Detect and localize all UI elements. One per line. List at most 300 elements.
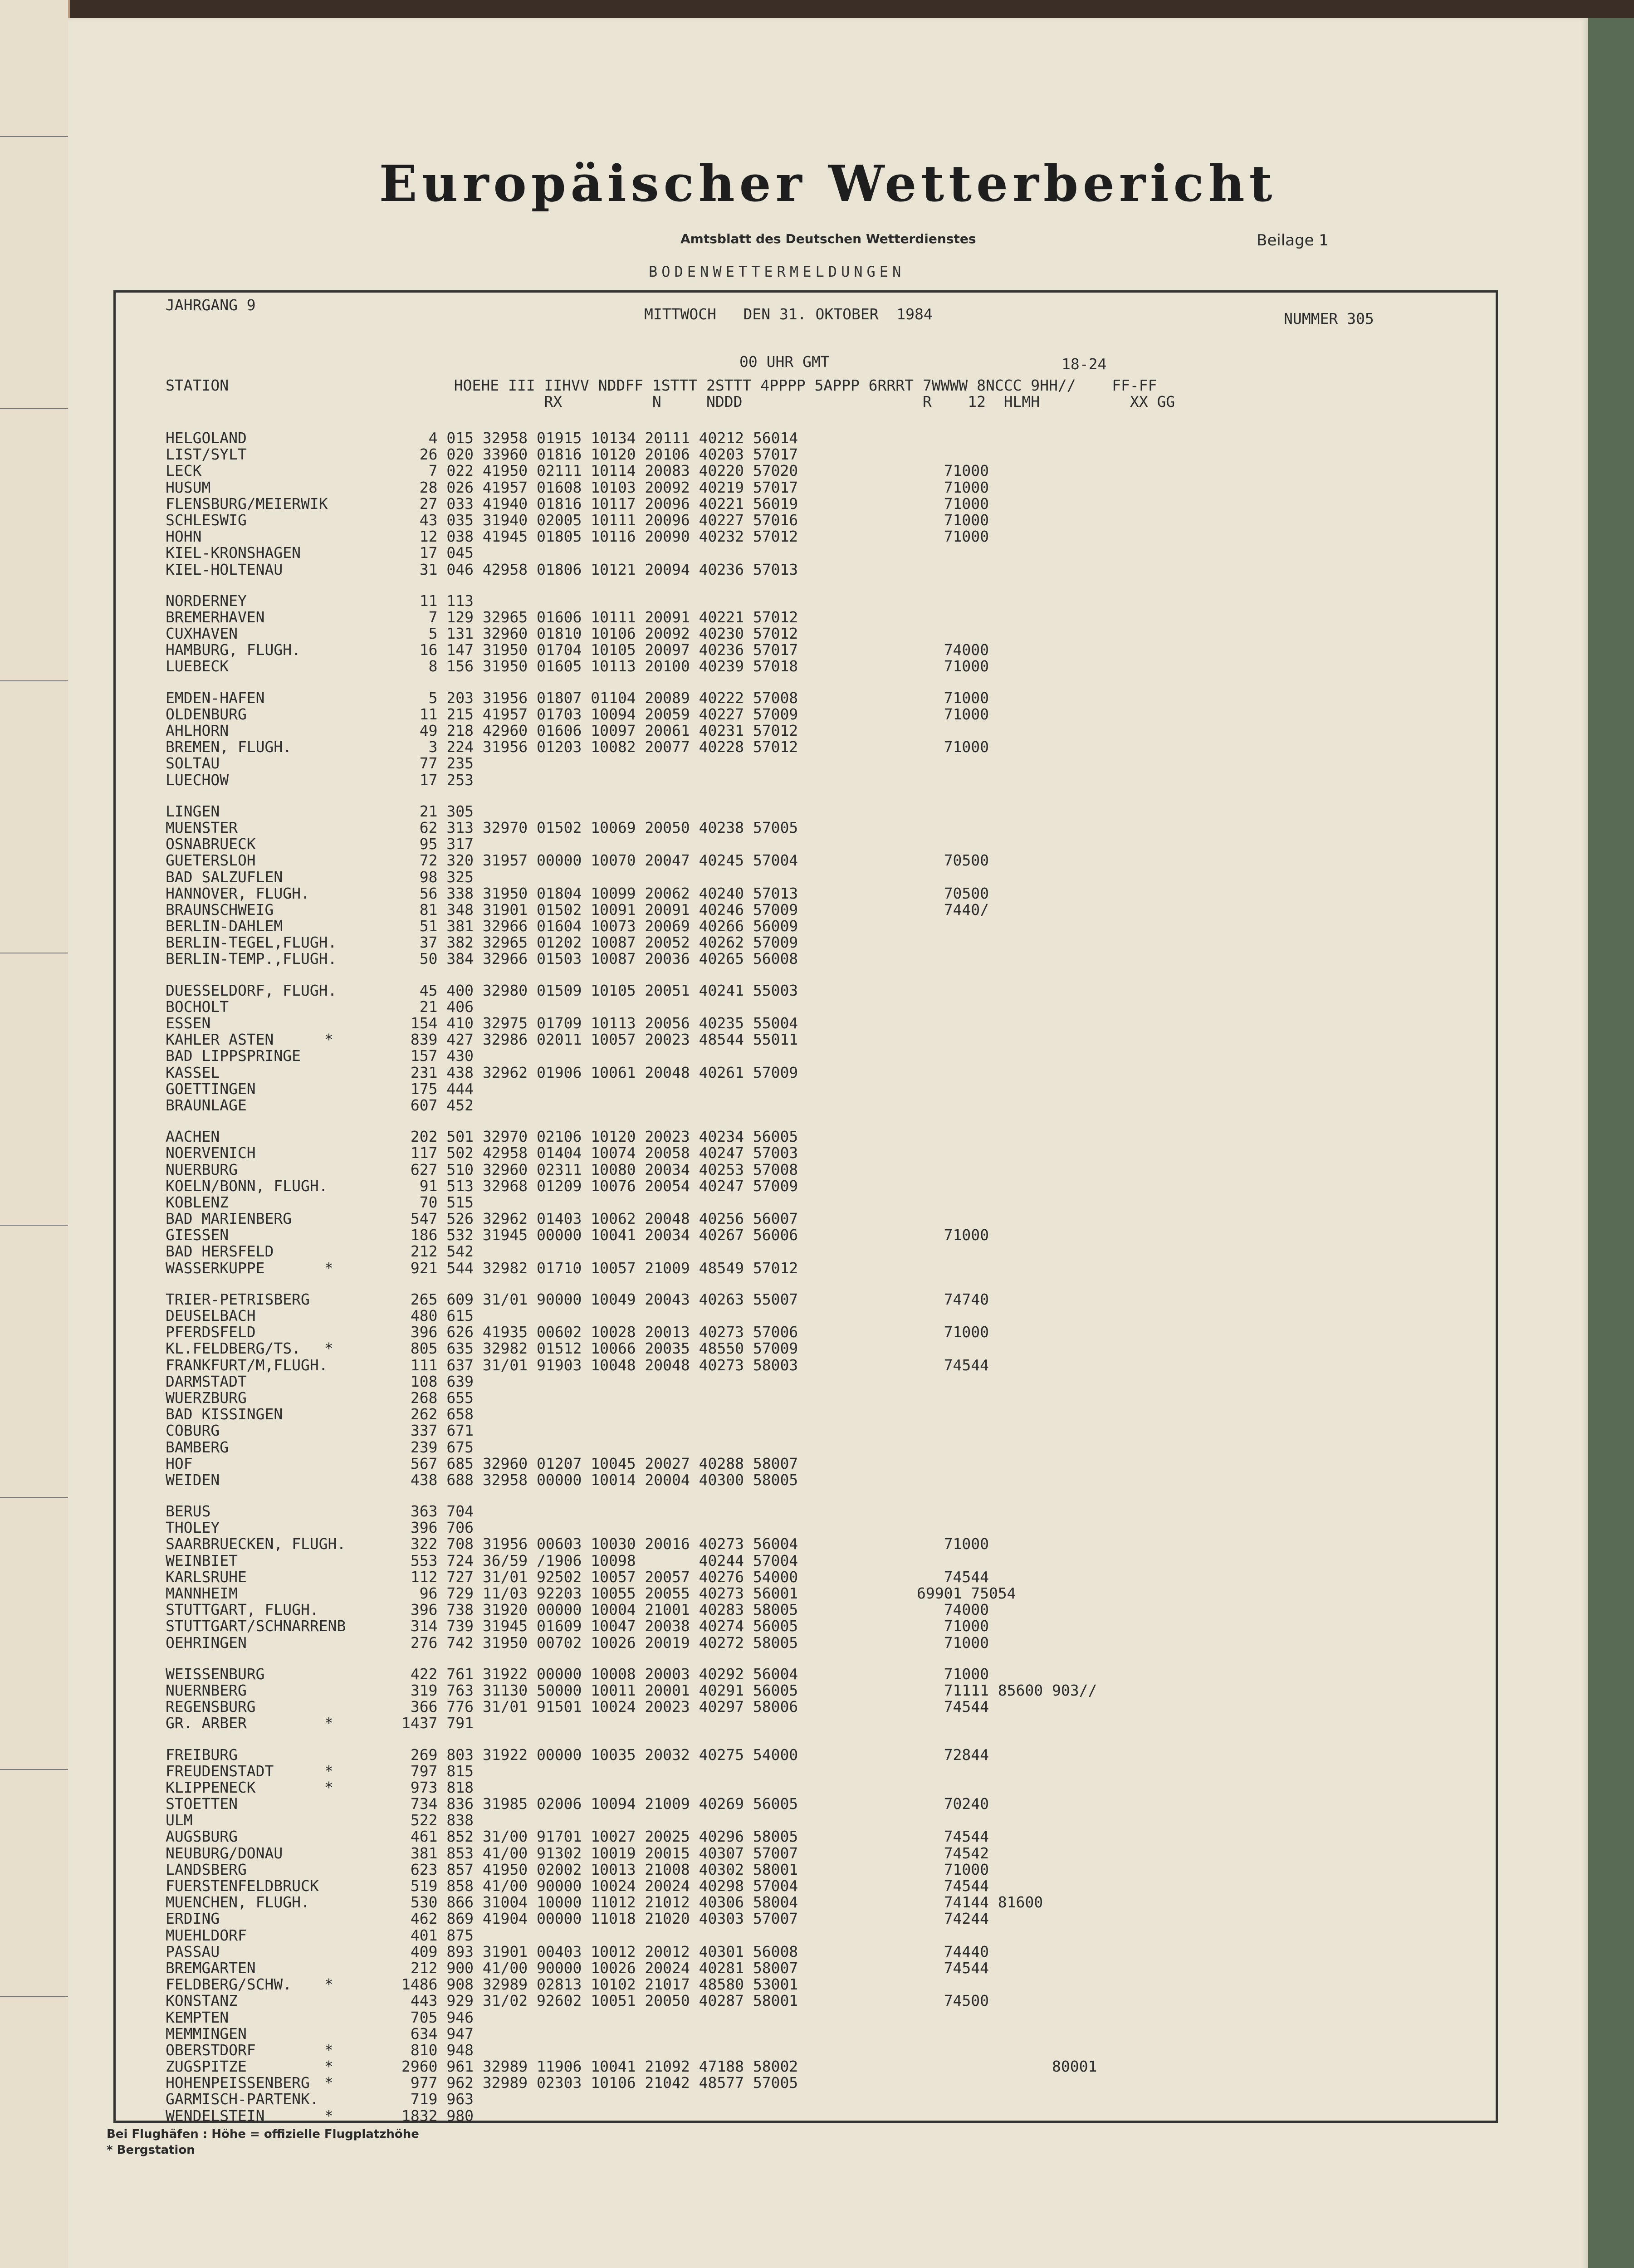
station-name: BAD SALZUFLEN	[166, 868, 283, 886]
observation-groups: 157 430	[401, 1047, 474, 1065]
observation-groups: 202 501 32970 02106 10120 20023 40234 56005	[401, 1128, 798, 1146]
observation-groups: 363 704	[401, 1502, 474, 1520]
station-name: FREIBURG	[166, 1745, 238, 1764]
observation-groups: 16 147 31950 01704 10105 20097 40236 57017	[401, 641, 798, 659]
station-name: ESSEN	[166, 1014, 211, 1032]
table-row	[166, 528, 1481, 545]
extra-groups: 74544	[917, 1698, 989, 1716]
observation-time: 00 UHR GMT	[739, 353, 830, 371]
observation-groups: 314 739 31945 01609 10047 20038 40274 56005	[401, 1617, 798, 1635]
observation-groups: 443 929 31/02 92602 10051 20050 40287 58001	[401, 1992, 798, 2010]
issue-number: NUMMER 305	[1284, 310, 1374, 327]
observation-groups: 734 836 31985 02006 10094 21009 40269 56005	[401, 1795, 798, 1813]
observation-groups: 112 727 31/01 92502 10057 20057 40276 54000	[401, 1568, 798, 1586]
observation-groups: 409 893 31901 00403 10012 20012 40301 56008	[401, 1942, 798, 1960]
station-name: GR. ARBER	[166, 1714, 247, 1732]
extra-groups: 71000	[917, 1665, 989, 1683]
mountain-station-mark: *	[324, 2107, 333, 2125]
table-row	[166, 820, 1481, 836]
observation-groups: 96 729 11/03 92203 10055 20055 40273 56001	[401, 1584, 798, 1602]
table-row	[166, 1796, 1481, 1812]
station-name: GUETERSLOH	[166, 851, 256, 870]
table-row	[166, 1747, 1481, 1763]
table-row	[166, 512, 1481, 528]
station-name: TRIER-PETRISBERG	[166, 1290, 310, 1308]
mountain-station-mark: *	[324, 1259, 333, 1277]
observation-groups: 366 776 31/01 91501 10024 20023 40297 58006	[401, 1698, 798, 1716]
station-name: KEMPTEN	[166, 2008, 229, 2026]
station-name: BERLIN-TEMP.,FLUGH.	[166, 950, 337, 968]
observation-groups: 265 609 31/01 90000 10049 20043 40263 55007	[401, 1290, 798, 1308]
station-name: KASSEL	[166, 1063, 220, 1081]
table-row	[166, 1828, 1481, 1845]
observation-groups: 381 853 41/00 91302 10019 20015 40307 57007	[401, 1844, 798, 1862]
station-name: KOBLENZ	[166, 1193, 229, 1211]
extra-groups: 71000	[917, 1617, 989, 1635]
station-name: DEUSELBACH	[166, 1307, 256, 1325]
station-name: STUTTGART, FLUGH.	[166, 1601, 319, 1619]
station-name: WEINBIET	[166, 1551, 238, 1569]
extra-groups: 71111 85600 903//	[917, 1681, 1097, 1699]
station-name: COBURG	[166, 1422, 220, 1440]
station-name: FLENSBURG/MEIERWIK	[166, 494, 328, 513]
observation-groups: 519 858 41/00 90000 10024 20024 40298 57004	[401, 1877, 798, 1895]
observation-groups: 72 320 31957 00000 10070 20047 40245 57004	[401, 851, 798, 870]
extra-groups: 74542	[917, 1844, 989, 1862]
station-name: MUENCHEN, FLUGH.	[166, 1893, 310, 1911]
table-header-line1: STATION HOEHE III IIHVV NDDFF 1STTT 2STTT 4PPPP 5APPP 6RRRT 7WWWW 8NCCC 9HH// FF-FF	[166, 376, 1157, 394]
observation-groups: 401 875	[401, 1926, 474, 1944]
station-name: ERDING	[166, 1910, 220, 1928]
extra-groups: 74544	[917, 1568, 989, 1586]
table-row	[166, 1993, 1481, 2009]
extra-groups: 71000	[917, 462, 989, 480]
table-row	[166, 1065, 1481, 1081]
table-row	[166, 1243, 1481, 1260]
observation-groups: 322 708 31956 00603 10030 20016 40273 56004	[401, 1535, 798, 1553]
table-row	[166, 1635, 1481, 1651]
table-row	[166, 1178, 1481, 1194]
extra-groups: 71000	[917, 511, 989, 529]
extra-groups: 71000	[917, 657, 989, 675]
observation-groups: 422 761 31922 00000 10008 20003 40292 56004	[401, 1665, 798, 1683]
table-row	[166, 951, 1481, 967]
observation-groups: 337 671	[401, 1422, 474, 1440]
mountain-station-mark: *	[324, 2041, 333, 2059]
station-name: BAMBERG	[166, 1438, 229, 1456]
table-row	[166, 1763, 1481, 1779]
table-row	[166, 1699, 1481, 1715]
observation-groups: 396 626 41935 00602 10028 20013 40273 57006	[401, 1323, 798, 1341]
facing-page-edge	[0, 0, 70, 2268]
station-name: PASSAU	[166, 1942, 220, 1960]
extra-groups: 71000	[917, 705, 989, 723]
table-row	[166, 1503, 1481, 1520]
table-row	[166, 1779, 1481, 1796]
table-row	[166, 902, 1481, 918]
station-name: BAD LIPPSPRINGE	[166, 1047, 301, 1065]
station-name: FUERSTENFELDBRUCK	[166, 1877, 319, 1895]
station-name: WEIDEN	[166, 1471, 220, 1489]
observation-groups: 91 513 32968 01209 10076 20054 40247 57009	[401, 1177, 798, 1195]
station-name: LECK	[166, 462, 202, 480]
observation-groups: 77 235	[401, 754, 474, 772]
station-name: MEMMINGEN	[166, 2024, 247, 2043]
extra-groups: 74544	[917, 1828, 989, 1846]
table-row	[166, 1585, 1481, 1602]
observation-groups: 553 724 36/59 /1906 10098 40244 57004	[401, 1551, 798, 1569]
station-name: OLDENBURG	[166, 705, 247, 723]
observation-groups: 7 129 32965 01606 10111 20091 40221 57012	[401, 608, 798, 626]
table-row	[166, 1162, 1481, 1178]
table-row	[166, 2108, 1481, 2124]
observation-groups: 17 253	[401, 771, 474, 789]
mountain-station-mark: *	[324, 1031, 333, 1049]
footnote-mountain: * Bergstation	[107, 2143, 195, 2157]
table-row	[166, 1340, 1481, 1357]
observation-groups: 530 866 31004 10000 11012 21012 40306 58004	[401, 1893, 798, 1911]
page-title: Europäischer Wetterbericht	[379, 154, 1277, 213]
extra-groups: 74740	[917, 1290, 989, 1308]
table-row	[166, 446, 1481, 463]
station-name: FRANKFURT/M,FLUGH.	[166, 1356, 328, 1374]
extra-groups: 80001	[917, 2058, 1097, 2076]
mountain-station-mark: *	[324, 1975, 333, 1994]
station-name: BRAUNLAGE	[166, 1096, 247, 1114]
station-name: BOCHOLT	[166, 997, 229, 1016]
station-name: ULM	[166, 1811, 193, 1829]
observation-groups: 921 544 32982 01710 10057 21009 48549 57012	[401, 1259, 798, 1277]
table-row	[166, 2026, 1481, 2042]
table-row	[166, 1960, 1481, 1976]
table-row	[166, 430, 1481, 446]
station-name: NUERNBERG	[166, 1681, 247, 1699]
table-row	[166, 1422, 1481, 1439]
station-name: HUSUM	[166, 478, 211, 496]
station-name: WASSERKUPPE	[166, 1259, 265, 1277]
table-row	[166, 2042, 1481, 2058]
observation-groups: 45 400 32980 01509 10105 20051 40241 55003	[401, 981, 798, 999]
observation-groups: 17 045	[401, 544, 474, 562]
observation-groups: 1437 791	[401, 1714, 474, 1732]
station-name: HAMBURG, FLUGH.	[166, 641, 301, 659]
extra-groups: 74244	[917, 1910, 989, 1928]
observation-groups: 522 838	[401, 1811, 474, 1829]
table-row	[166, 934, 1481, 951]
station-name: BERLIN-TEGEL,FLUGH.	[166, 934, 337, 952]
observation-groups: 50 384 32966 01503 10087 20036 40265 56008	[401, 950, 798, 968]
observation-groups: 480 615	[401, 1307, 474, 1325]
mountain-station-mark: *	[324, 1778, 333, 1796]
table-row	[166, 479, 1481, 496]
extra-groups: 70500	[917, 884, 989, 902]
station-table	[166, 430, 1481, 2124]
table-row	[166, 1048, 1481, 1064]
observation-groups: 5 131 32960 01810 10106 20092 40230 57012	[401, 625, 798, 643]
observation-groups: 1486 908 32989 02813 10102 21017 48580 53001	[401, 1975, 798, 1994]
station-name: AHLHORN	[166, 722, 229, 739]
observation-groups: 2960 961 32989 11906 10041 21092 47188 58002	[401, 2058, 798, 2076]
table-row	[166, 626, 1481, 642]
observation-groups: 396 738 31920 00000 10004 21001 40283 58005	[401, 1601, 798, 1619]
station-name: MUENSTER	[166, 818, 238, 836]
extra-groups: 74544	[917, 1356, 989, 1374]
table-row	[166, 545, 1481, 561]
station-name: ZUGSPITZE	[166, 2058, 247, 2076]
extra-groups: 71000	[917, 528, 989, 546]
table-row	[166, 918, 1481, 934]
table-row	[166, 1145, 1481, 1161]
observation-groups: 438 688 32958 00000 10014 20004 40300 58005	[401, 1471, 798, 1489]
observation-groups: 62 313 32970 01502 10069 20050 40238 57005	[401, 818, 798, 836]
station-name: AUGSBURG	[166, 1828, 238, 1846]
observation-groups: 186 532 31945 00000 10041 20034 40267 56006	[401, 1226, 798, 1244]
observation-groups: 5 203 31956 01807 01104 20089 40222 57008	[401, 689, 798, 707]
date-label: MITTWOCH DEN 31. OKTOBER 1984	[644, 305, 933, 323]
table-row	[166, 885, 1481, 902]
extra-groups: 71000	[917, 689, 989, 707]
station-name: BAD HERSFELD	[166, 1242, 274, 1261]
station-name: REGENSBURG	[166, 1698, 256, 1716]
observation-groups: 977 962 32989 02303 10106 21042 48577 57005	[401, 2074, 798, 2092]
observation-groups: 212 542	[401, 1242, 474, 1261]
time-range: 18-24	[1062, 355, 1107, 373]
mountain-station-mark: *	[324, 2074, 333, 2092]
observation-groups: 269 803 31922 00000 10035 20032 40275 54000	[401, 1745, 798, 1764]
station-name: NORDERNEY	[166, 591, 247, 610]
table-row	[166, 852, 1481, 869]
station-name: GOETTINGEN	[166, 1080, 256, 1098]
table-row	[166, 562, 1481, 578]
extra-groups: 72844	[917, 1745, 989, 1764]
table-row	[166, 1682, 1481, 1699]
station-name: BAD KISSINGEN	[166, 1405, 283, 1423]
table-row	[166, 1357, 1481, 1374]
table-row	[166, 1602, 1481, 1618]
station-name: OEHRINGEN	[166, 1633, 247, 1652]
station-name: KARLSRUHE	[166, 1568, 247, 1586]
station-name: NEUBURG/DONAU	[166, 1844, 283, 1862]
observation-groups: 21 305	[401, 802, 474, 820]
extra-groups: 74440	[917, 1942, 989, 1960]
observation-groups: 11 215 41957 01703 10094 20059 40227 57009	[401, 705, 798, 723]
table-row	[166, 772, 1481, 788]
observation-groups: 98 325	[401, 868, 474, 886]
observation-groups: 212 900 41/00 90000 10026 20024 40281 58007	[401, 1959, 798, 1977]
observation-groups: 111 637 31/01 91903 10048 20048 40273 58003	[401, 1356, 798, 1374]
station-name: EMDEN-HAFEN	[166, 689, 265, 707]
table-row	[166, 1569, 1481, 1585]
station-name: SCHLESWIG	[166, 511, 247, 529]
station-name: LUECHOW	[166, 771, 229, 789]
table-row	[166, 1894, 1481, 1911]
table-row	[166, 2058, 1481, 2075]
station-name: FELDBERG/SCHW.	[166, 1975, 292, 1994]
table-row	[166, 2009, 1481, 2026]
station-name: NOERVENICH	[166, 1144, 256, 1162]
station-name: WENDELSTEIN	[166, 2107, 265, 2125]
extra-groups: 71000	[917, 1323, 989, 1341]
observation-groups: 262 658	[401, 1405, 474, 1423]
table-row	[166, 1878, 1481, 1894]
table-row	[166, 1308, 1481, 1324]
observation-groups: 268 655	[401, 1388, 474, 1407]
table-row	[166, 642, 1481, 658]
table-row	[166, 1439, 1481, 1456]
table-row	[166, 1944, 1481, 1960]
extra-groups: 71000	[917, 1860, 989, 1878]
table-row	[166, 1536, 1481, 1552]
extra-groups: 71000	[917, 1226, 989, 1244]
table-row	[166, 1456, 1481, 1472]
table-row	[166, 1520, 1481, 1536]
station-name: BERUS	[166, 1502, 211, 1520]
table-row	[166, 1976, 1481, 1993]
observation-groups: 51 381 32966 01604 10073 20069 40266 56009	[401, 917, 798, 935]
observation-groups: 108 639	[401, 1372, 474, 1390]
station-name: LINGEN	[166, 802, 220, 820]
station-name: BERLIN-DAHLEM	[166, 917, 283, 935]
station-name: STUTTGART/SCHNARRENB	[166, 1617, 346, 1635]
observation-groups: 70 515	[401, 1193, 474, 1211]
table-row	[166, 1194, 1481, 1211]
observation-groups: 31 046 42958 01806 10121 20094 40236 57013	[401, 560, 798, 578]
observation-groups: 26 020 33960 01816 10120 20106 40203 57017	[401, 445, 798, 464]
extra-groups: 74144 81600	[917, 1893, 1043, 1911]
extra-groups: 74000	[917, 1601, 989, 1619]
extra-groups: 71000	[917, 1535, 989, 1553]
observation-groups: 719 963	[401, 2090, 474, 2108]
extra-groups: 74000	[917, 641, 989, 659]
observation-groups: 319 763 31130 50000 10011 20001 40291 56005	[401, 1681, 798, 1699]
extra-groups: 74500	[917, 1992, 989, 2010]
observation-groups: 462 869 41904 00000 11018 21020 40303 57007	[401, 1910, 798, 1928]
table-row	[166, 1927, 1481, 1944]
extra-groups: 71000	[917, 1633, 989, 1652]
table-row	[166, 1227, 1481, 1243]
observation-groups: 49 218 42960 01606 10097 20061 40231 57012	[401, 722, 798, 739]
station-name: THOLEY	[166, 1519, 220, 1537]
station-name: WEISSENBURG	[166, 1665, 265, 1683]
station-name: KAHLER ASTEN	[166, 1031, 274, 1049]
table-row	[166, 1845, 1481, 1862]
extra-groups: 70240	[917, 1795, 989, 1813]
observation-groups: 839 427 32986 02011 10057 20023 48544 55011	[401, 1031, 798, 1049]
table-row	[166, 463, 1481, 479]
table-row	[166, 1666, 1481, 1682]
mountain-station-mark: *	[324, 2058, 333, 2076]
station-name: BAD MARIENBERG	[166, 1210, 292, 1228]
table-row	[166, 1211, 1481, 1227]
station-name: DARMSTADT	[166, 1372, 247, 1390]
station-name: MUEHLDORF	[166, 1926, 247, 1944]
footnote-airport: Bei Flughäfen : Höhe = offizielle Flugplatzhöhe	[107, 2127, 419, 2141]
observation-groups: 1832 980	[401, 2107, 474, 2125]
table-row	[166, 1129, 1481, 1145]
observation-groups: 95 317	[401, 835, 474, 853]
station-name: KONSTANZ	[166, 1992, 238, 2010]
observation-groups: 810 948	[401, 2041, 474, 2059]
page-subtitle: Amtsblatt des Deutschen Wetterdienstes	[680, 231, 976, 246]
supplement-label: Beilage 1	[1257, 231, 1329, 249]
station-name: KIEL-KRONSHAGEN	[166, 544, 301, 562]
station-name: LIST/SYLT	[166, 445, 247, 464]
observation-groups: 154 410 32975 01709 10113 20056 40235 55004	[401, 1014, 798, 1032]
observation-groups: 27 033 41940 01816 10117 20096 40221 56019	[401, 494, 798, 513]
station-name: DUESSELDORF, FLUGH.	[166, 981, 337, 999]
observation-groups: 7 022 41950 02111 10114 20083 40220 57020	[401, 462, 798, 480]
observation-groups: 461 852 31/00 91701 10027 20025 40296 58005	[401, 1828, 798, 1846]
observation-groups: 396 706	[401, 1519, 474, 1537]
table-row	[166, 2091, 1481, 2107]
table-row	[166, 593, 1481, 609]
observation-groups: 117 502 42958 01404 10074 20058 40247 57003	[401, 1144, 798, 1162]
table-row	[166, 1291, 1481, 1308]
mountain-station-mark: *	[324, 1339, 333, 1358]
station-name: KLIPPENECK	[166, 1778, 256, 1796]
table-row	[166, 1260, 1481, 1276]
mountain-station-mark: *	[324, 1714, 333, 1732]
table-row	[166, 803, 1481, 820]
table-row	[166, 739, 1481, 755]
observation-groups: 56 338 31950 01804 10099 20062 40240 57013	[401, 884, 798, 902]
table-row	[166, 658, 1481, 675]
table-row	[166, 1324, 1481, 1340]
observation-groups: 28 026 41957 01608 10103 20092 40219 57017	[401, 478, 798, 496]
table-row	[166, 496, 1481, 512]
station-name: OBERSTDORF	[166, 2041, 256, 2059]
station-name: BREMGARTEN	[166, 1959, 256, 1977]
station-name: BREMEN, FLUGH.	[166, 738, 292, 756]
station-name: NUERBURG	[166, 1160, 238, 1178]
station-name: KOELN/BONN, FLUGH.	[166, 1177, 328, 1195]
table-row	[166, 1472, 1481, 1488]
observation-groups: 37 382 32965 01202 10087 20052 40262 57009	[401, 934, 798, 952]
extra-groups: 74544	[917, 1877, 989, 1895]
extra-groups: 71000	[917, 738, 989, 756]
table-row	[166, 1911, 1481, 1927]
section-heading: BODENWETTERMELDUNGEN	[649, 263, 905, 280]
table-row	[166, 1097, 1481, 1114]
observation-groups: 4 015 32958 01915 10134 20111 40212 56014	[401, 429, 798, 447]
observation-groups: 705 946	[401, 2008, 474, 2026]
station-name: SOLTAU	[166, 754, 220, 772]
volume-label: JAHRGANG 9	[166, 296, 256, 314]
table-row	[166, 1390, 1481, 1406]
table-row	[166, 1031, 1481, 1048]
observation-groups: 567 685 32960 01207 10045 20027 40288 58007	[401, 1454, 798, 1472]
table-row	[166, 2075, 1481, 2091]
observation-groups: 607 452	[401, 1096, 474, 1114]
table-row	[166, 1618, 1481, 1634]
table-row	[166, 1553, 1481, 1569]
station-name: WUERZBURG	[166, 1388, 247, 1407]
observation-groups: 239 675	[401, 1438, 474, 1456]
table-row	[166, 706, 1481, 723]
binder-edge	[1588, 18, 1634, 2268]
observation-groups: 12 038 41945 01805 10116 20090 40232 57012	[401, 528, 798, 546]
extra-groups: 71000	[917, 494, 989, 513]
observation-groups: 797 815	[401, 1762, 474, 1780]
table-row	[166, 755, 1481, 772]
station-name: BREMERHAVEN	[166, 608, 265, 626]
station-name: STOETTEN	[166, 1795, 238, 1813]
table-row	[166, 999, 1481, 1015]
table-row	[166, 1812, 1481, 1828]
table-row	[166, 609, 1481, 626]
extra-groups: 69901 75054	[917, 1584, 1016, 1602]
table-row	[166, 869, 1481, 885]
